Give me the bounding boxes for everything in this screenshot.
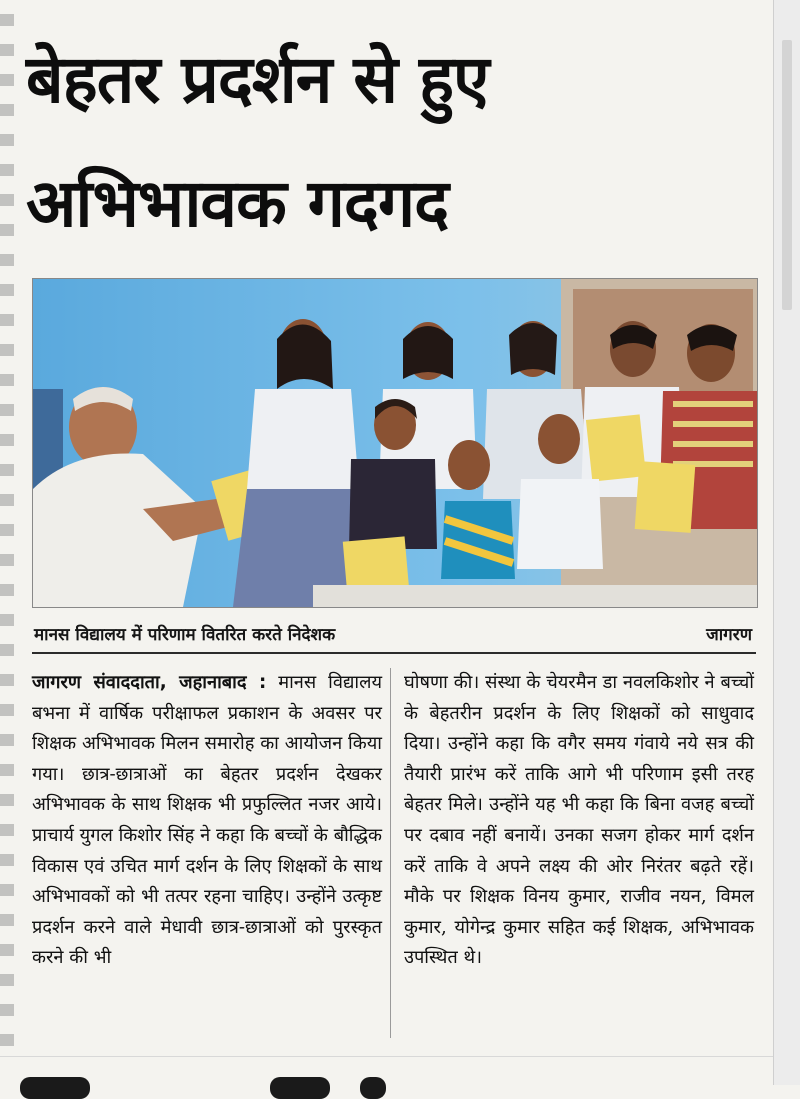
article-column-right — [404, 668, 754, 974]
article-headline: बेहतर प्रदर्शन से हुए अभिभावक गदगद — [26, 41, 489, 242]
article-column-left — [32, 668, 382, 974]
caption-rule — [32, 652, 756, 654]
photo-caption: मानस विद्यालय में परिणाम वितरित करते निदेशक — [34, 625, 336, 645]
dateline: जागरण संवाददाता, जहानाबाद : — [32, 672, 267, 693]
column-divider — [390, 668, 391, 1038]
photo-credit: जागरण — [706, 625, 752, 645]
scrollbar-thumb[interactable] — [782, 40, 792, 310]
adjacent-column-edge — [0, 0, 14, 1085]
clipped-headline-glyph — [270, 1077, 330, 1099]
clipped-headline-glyph — [360, 1077, 386, 1099]
next-article-edge — [0, 1056, 774, 1085]
right-column-text: घोषणा की। संस्था के चेयरमैन डा नवलकिशोर ने बच्चों के बेहतरीन प्रदर्शन के लिए शिक्षकों को साधुवाद दिया। उन्होंने कहा कि वगैर समय गंवाये नये सत्र की तैयारी प्रारंभ करें ताकि आगे भी परिणाम इसी तरह बेहतर मिले। उन्होंने यह भी कहा कि बिना वजह बच्चों पर दबाव नहीं बनायें। उनका सजग होकर मार्ग दर्शन करें ताकि वे अपने लक्ष्य की ओर निरंतर बढ़ते रहें। मौके पर शिक्षक विनय कुमार, राजीव नयन, विमल कुमार, योगेन्द्र कुमार सहित कई शिक्षक, अभिभावक उपस्थित थे। — [404, 672, 754, 969]
photo-caption-bar — [32, 618, 756, 652]
scrollbar-track[interactable] — [773, 0, 800, 1085]
clipped-headline-glyph — [20, 1077, 90, 1099]
news-photo — [32, 278, 758, 608]
left-column-text: मानस विद्यालय बभना में वार्षिक परीक्षाफल प्रकाशन के अवसर पर शिक्षक अभिभावक मिलन समारोह का आयोजन किया गया। छात्र-छात्राओं का बेहतर प्रदर्शन देखकर अभिभावक के साथ शिक्षक भी प्रफुल्लित नजर आये। प्राचार्य युगल किशोर सिंह ने कहा कि बच्चों के बौद्धिक विकास एवं उचित मार्ग दर्शन के लिए शिक्षकों के साथ अभिभावकों को भी तत्पर रहना चाहिए। उन्होंने उत्कृष्ट प्रदर्शन करने वाले मेधावी छात्र-छात्राओं को पुरस्कृत करने की भी — [32, 672, 382, 969]
